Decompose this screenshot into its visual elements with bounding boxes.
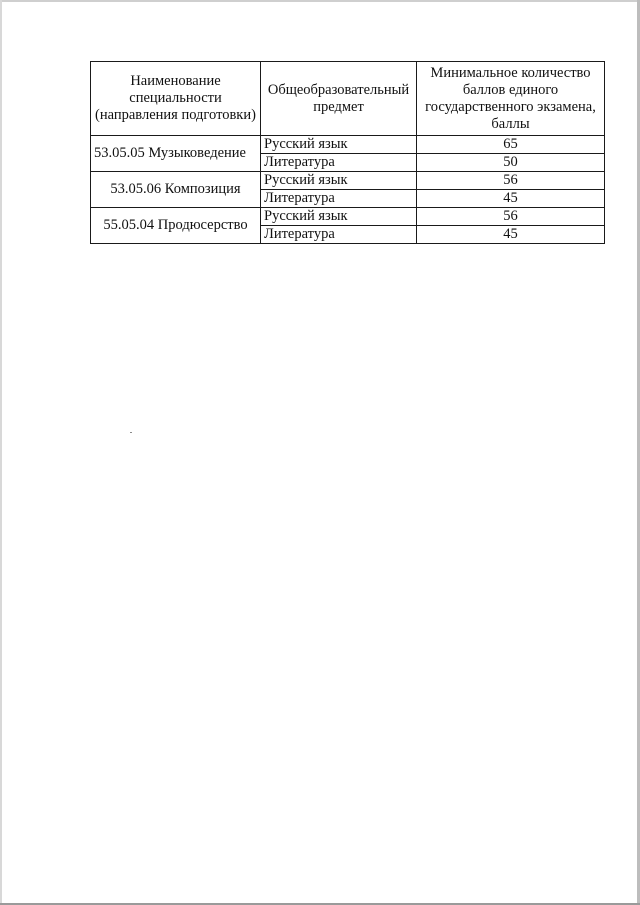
header-specialty: Наименование специальности (направления подготовки) — [91, 62, 261, 136]
subject-cell: Литература — [261, 154, 417, 172]
specialty-cell: 53.05.05 Музыковедение — [91, 136, 261, 172]
subject-cell: Русский язык — [261, 172, 417, 190]
header-subject: Общеобразовательный предмет — [261, 62, 417, 136]
table-row — [91, 136, 605, 154]
header-min-score: Минимальное количество баллов единого государственного экзамена, баллы — [417, 62, 605, 136]
min-scores-table — [90, 61, 605, 244]
subject-cell: Литература — [261, 190, 417, 208]
scan-speck — [130, 432, 132, 433]
score-cell: 45 — [417, 190, 605, 208]
specialty-cell: 53.05.06 Композиция — [91, 172, 261, 208]
score-cell: 65 — [417, 136, 605, 154]
table-row — [91, 208, 605, 226]
score-cell: 56 — [417, 208, 605, 226]
subject-cell: Русский язык — [261, 136, 417, 154]
specialty-cell: 55.05.04 Продюсерство — [91, 208, 261, 244]
subject-cell: Русский язык — [261, 208, 417, 226]
score-cell: 50 — [417, 154, 605, 172]
table-header-row — [91, 62, 605, 136]
table-row — [91, 172, 605, 190]
score-cell: 45 — [417, 226, 605, 244]
score-cell: 56 — [417, 172, 605, 190]
subject-cell: Литература — [261, 226, 417, 244]
page-edge-left — [0, 0, 2, 905]
page-edge-top — [0, 0, 640, 2]
